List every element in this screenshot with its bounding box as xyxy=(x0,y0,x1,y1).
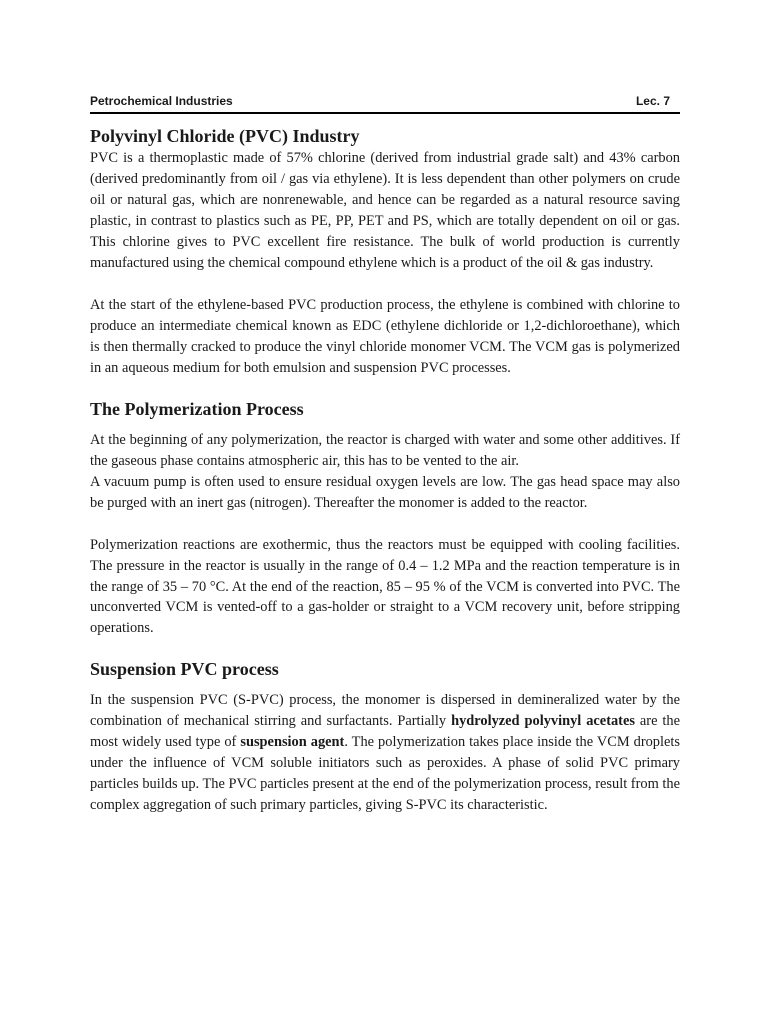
header-course-title: Petrochemical Industries xyxy=(90,94,233,108)
suspension-bold-2: suspension agent xyxy=(240,734,345,751)
polymerization-heading: The Polymerization Process xyxy=(90,399,304,420)
exothermic-paragraph: Polymerization reactions are exothermic, thus the reactors must be equipped with cooling facilities. The pressure in the reactor is usually in the range of 0.4 – 1.2 MPa and the reaction temperature is in the range of 35 – 70 °C. At the end of the reaction, 85 – 95 % of the VCM is converted into PVC. The unconverted VCM is vented-off to a gas-holder or straight to a VCM recovery unit, before stripping operations. xyxy=(90,536,680,637)
polymerization-paragraph-1: At the beginning of any polymerization, the reactor is charged with water and some other additives. If the gaseous phase contains atmospheric air, this has to be vented to the air. xyxy=(90,432,680,469)
document-body xyxy=(90,124,680,816)
polymerization-paragraph-2: A vacuum pump is often used to ensure residual oxygen levels are low. The gas head space may also be purged with an inert gas (nitrogen). Thereafter the monomer is added to the reactor. xyxy=(90,473,680,511)
suspension-paragraph xyxy=(90,690,680,815)
intro-paragraph: PVC is a thermoplastic made of 57% chlorine (derived from industrial grade salt) and 43% carbon (derived predominantly from oil / gas via ethylene). It is less dependent than other polymers on crude oil or natural gas, which are nonrenewable, and hence can be regarded as a natural resource saving plastic, in contrast to plastics such as PE, PP, PET and PS, which are totally dependent on oil or gas. This chlorine gives to PVC excellent fire resistance. The bulk of world production is currently manufactured using the chemical compound ethylene which is a product of the oil & gas industry. xyxy=(90,150,680,271)
page-header xyxy=(90,92,680,114)
suspension-bold-1: hydrolyzed polyvinyl acetates xyxy=(451,713,635,730)
ethylene-process-paragraph: At the start of the ethylene-based PVC production process, the ethylene is combined with chlorine to produce an intermediate chemical known as EDC (ethylene dichloride or 1,2-dichloroethane), which is then thermally cracked to produce the vinyl chloride monomer VCM. The VCM gas is polymerized in an aqueous medium for both emulsion and suspension PVC processes. xyxy=(90,297,680,377)
suspension-text-3: . The polymerization takes place inside the VCM droplets under the influence of VCM soluble initiators such as peroxides. A phase of solid PVC primary particles builds up. The PVC particles present at the end of the polymerization process, result from the complex aggregation of such primary particles, giving S-PVC its characteristic. xyxy=(90,734,680,813)
suspension-text-2: are the most widely used type of xyxy=(90,713,680,751)
header-lecture-number: Lec. 7 xyxy=(635,94,670,108)
suspension-heading: Suspension PVC process xyxy=(90,659,279,680)
document-title: Polyvinyl Chloride (PVC) Industry xyxy=(90,126,360,146)
suspension-text-1: In the suspension PVC (S-PVC) process, the monomer is dispersed in demineralized water by the combination of mechanical stirring and surfactants. Partially xyxy=(90,692,680,730)
